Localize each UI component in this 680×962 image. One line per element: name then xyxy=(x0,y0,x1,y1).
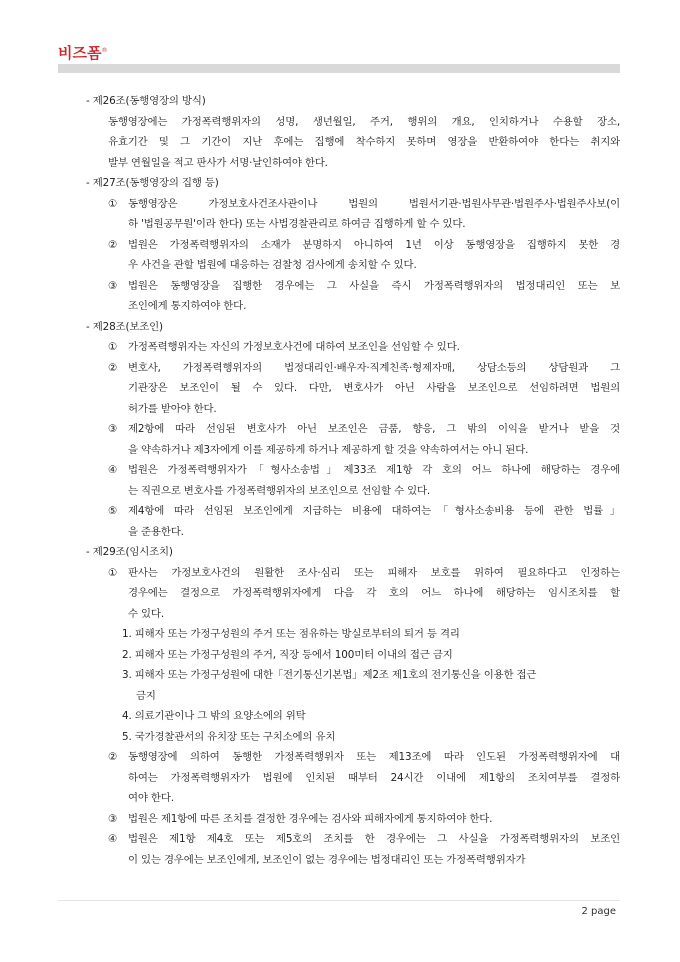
clause-item xyxy=(84,194,620,215)
clause-continuation xyxy=(84,481,620,502)
clause-continuation xyxy=(84,768,620,789)
clause-continuation xyxy=(84,522,620,543)
clause-continuation-text: 을 약속하거나 제3자에게 이를 제공하게 하거나 제공하게 할 것을 약속하여서는 아니 된다. xyxy=(128,443,529,456)
sub-clause-text: 2. 피해자 또는 가정구성원의 주거, 직장 등에서 100미터 이내의 접근 금지 xyxy=(122,648,453,661)
logo-text: 비즈폼 xyxy=(58,44,102,62)
clause-text xyxy=(128,747,620,768)
clause-text xyxy=(128,358,620,379)
clause-text-line: 법원은 가정폭력행위자의 소재가 분명하지 아니하여 1년 이상 동행영장을 집행하지 못한 경 xyxy=(128,238,620,251)
document-body xyxy=(84,91,620,870)
header-divider xyxy=(58,64,620,73)
clause-text-line: 제4항에 따라 선임된 보조인에게 지급하는 비용에 대하여는「형사소송비용 등에 관한 법률」 xyxy=(128,505,620,517)
article-title xyxy=(86,542,620,563)
clause-text-line: 동행영장에 의하여 동행한 가정폭력행위자 또는 제13조에 따라 인도된 가정폭력행위자에 대 xyxy=(128,751,620,763)
footer-divider xyxy=(58,900,620,901)
article-title xyxy=(86,173,620,194)
clause-text xyxy=(128,419,620,440)
clause-continuation xyxy=(84,399,620,420)
article-body-line-text: 유효기간 및 그 기간이 지난 후에는 집행에 착수하지 못하며 영장을 반환하여야 한다는 취지와 xyxy=(108,136,620,148)
clause-text xyxy=(128,337,620,358)
clause-item xyxy=(84,419,620,440)
article-body-line-text: 발부 연월일을 적고 판사가 서명·날인하여야 한다. xyxy=(108,156,328,169)
sub-clause xyxy=(84,686,620,707)
article-title xyxy=(86,91,620,112)
clause-text-line: 변호사, 가정폭력행위자의 법정대리인·배우자·직계친족·형제자매, 상담소등의 상담원과 그 xyxy=(128,361,620,374)
clause-continuation-text: 경우에는 결정으로 가정폭력행위자에게 다음 각 호의 어느 하나에 해당하는 임시조치를 할 xyxy=(128,587,620,599)
sub-clause xyxy=(84,665,620,686)
brand-logo xyxy=(58,42,107,63)
clause-continuation-text: 우 사건을 관할 법원에 대응하는 검찰청 검사에게 송치할 수 있다. xyxy=(128,259,417,271)
clause-number: ② xyxy=(108,751,118,763)
clause-continuation xyxy=(84,214,620,235)
clause-text xyxy=(128,235,620,256)
clause-continuation-text: 여야 한다. xyxy=(128,792,174,804)
clause-text-line: 법원은 동행영장을 집행한 경우에는 그 사실을 즉시 가정폭력행위자의 법정대리인 또는 보 xyxy=(128,279,620,292)
sub-clause xyxy=(84,706,620,727)
clause-continuation-text: 하여는 가정폭력행위자가 법원에 인치된 때부터 24시간 이내에 제1항의 조치여부를 결정하 xyxy=(128,771,620,784)
clause-continuation xyxy=(84,788,620,809)
clause-continuation xyxy=(84,440,620,461)
clause-continuation xyxy=(84,378,620,399)
clause-text xyxy=(128,829,620,850)
clause-number: ③ xyxy=(108,423,118,435)
clause-item xyxy=(84,337,620,358)
page-number: 2 page xyxy=(581,906,616,917)
clause-item xyxy=(84,358,620,379)
clause-continuation xyxy=(84,296,620,317)
article-title-text: - 제29조(임시조치) xyxy=(86,546,173,558)
logo-mark: ® xyxy=(101,47,108,54)
sub-clause-text: 5. 국가경찰관서의 유치장 또는 구치소에의 유치 xyxy=(122,730,336,743)
clause-item xyxy=(84,235,620,256)
clause-text xyxy=(128,460,620,481)
sub-clause-text: 금지 xyxy=(136,689,156,702)
clause-item xyxy=(84,501,620,522)
article-title-text: - 제27조(동행영장의 집행 등) xyxy=(86,177,219,189)
clause-number: ③ xyxy=(108,279,118,292)
clause-text xyxy=(128,563,620,584)
clause-text-line: 법원은 제1항에 따른 조치를 결정한 경우에는 검사와 피해자에게 통지하여야 한다. xyxy=(128,812,493,825)
sub-clause-text: 4. 의료기관이나 그 밖의 요양소에의 위탁 xyxy=(122,710,306,722)
clause-continuation xyxy=(84,850,620,871)
clause-continuation-text: 이 있는 경우에는 보조인에게, 보조인이 없는 경우에는 법정대리인 또는 가정폭력행위자가 xyxy=(128,853,526,866)
clause-item xyxy=(84,809,620,830)
clause-text xyxy=(128,501,620,522)
clause-continuation xyxy=(84,604,620,625)
sub-clause xyxy=(84,727,620,748)
article-section xyxy=(84,91,620,173)
clause-number: ② xyxy=(108,238,118,251)
article-section xyxy=(84,317,620,543)
clause-item xyxy=(84,563,620,584)
clause-number: ④ xyxy=(108,464,118,476)
clause-continuation xyxy=(84,255,620,276)
clause-number: ⑤ xyxy=(108,505,118,517)
article-body-line xyxy=(84,132,620,153)
article-body-line-text: 동행영장에는 가정폭력행위자의 성명, 생년월일, 주거, 행위의 개요, 인치하거나 수용할 장소, xyxy=(108,115,620,128)
clause-continuation xyxy=(84,583,620,604)
clause-item xyxy=(84,460,620,481)
article-section xyxy=(84,173,620,317)
sub-clause xyxy=(84,624,620,645)
clause-continuation-text: 는 직권으로 변호사를 가정폭력행위자의 보조인으로 선임할 수 있다. xyxy=(128,484,431,497)
clause-number: ① xyxy=(108,566,118,579)
article-body-line xyxy=(84,153,620,174)
article-body-line xyxy=(84,112,620,133)
clause-text-line: 법원은 가정폭력행위자가「형사소송법」제33조 제1항 각 호의 어느 하나에 해당하는 경우에 xyxy=(128,464,620,476)
clause-number: ② xyxy=(108,361,118,374)
article-title xyxy=(86,317,620,338)
clause-text-line: 판사는 가정보호사건의 원활한 조사·심리 또는 피해자 보호를 위하여 필요하다고 인정하는 xyxy=(128,566,620,579)
clause-continuation-text: 하 '법원공무원'이라 한다) 또는 사법경찰관리로 하여금 집행하게 할 수 있다. xyxy=(128,218,466,230)
clause-continuation-text: 을 준용한다. xyxy=(128,525,184,538)
sub-clause xyxy=(84,645,620,666)
clause-text xyxy=(128,276,620,297)
clause-number: ① xyxy=(108,197,118,210)
clause-item xyxy=(84,747,620,768)
clause-continuation-text: 조인에게 통지하여야 한다. xyxy=(128,300,247,312)
article-title-text: - 제26조(동행영장의 방식) xyxy=(86,95,206,107)
clause-text-line: 법원은 제1항 제4호 또는 제5호의 조치를 한 경우에는 그 사실을 가정폭력행위자의 보조인 xyxy=(128,833,620,845)
clause-continuation-text: 허가를 받아야 한다. xyxy=(128,402,217,415)
sub-clause-text: 1. 피해자 또는 가정구성원의 주거 또는 점유하는 방실로부터의 퇴거 등 격리 xyxy=(122,628,460,640)
clause-item xyxy=(84,276,620,297)
article-title-text: - 제28조(보조인) xyxy=(86,320,163,333)
clause-continuation-text: 수 있다. xyxy=(128,607,164,620)
clause-text-line: 가정폭력행위자는 자신의 가정보호사건에 대하여 보조인을 선임할 수 있다. xyxy=(128,341,460,353)
clause-text xyxy=(128,194,620,215)
clause-continuation-text: 기관장은 보조인이 될 수 있다. 다만, 변호사가 아닌 사람을 보조인으로 선임하려면 법원의 xyxy=(128,382,620,394)
clause-text-line: 동행영장은 가정보호사건조사관이나 법원의 법원서기관·법원사무관·법원주사·법원주사보(이 xyxy=(128,197,620,210)
clause-number: ④ xyxy=(108,833,118,845)
clause-text xyxy=(128,809,620,830)
sub-clause-text: 3. 피해자 또는 가정구성원에 대한「전기통신기본법」제2조 제1호의 전기통신을 이용한 접근 xyxy=(122,669,537,681)
clause-item xyxy=(84,829,620,850)
article-section xyxy=(84,542,620,870)
clause-number: ① xyxy=(108,341,118,353)
clause-number: ③ xyxy=(108,812,118,825)
clause-text-line: 제2항에 따라 선임된 변호사가 아닌 보조인은 금품, 향응, 그 밖의 이익을 받거나 받을 것 xyxy=(128,423,620,435)
